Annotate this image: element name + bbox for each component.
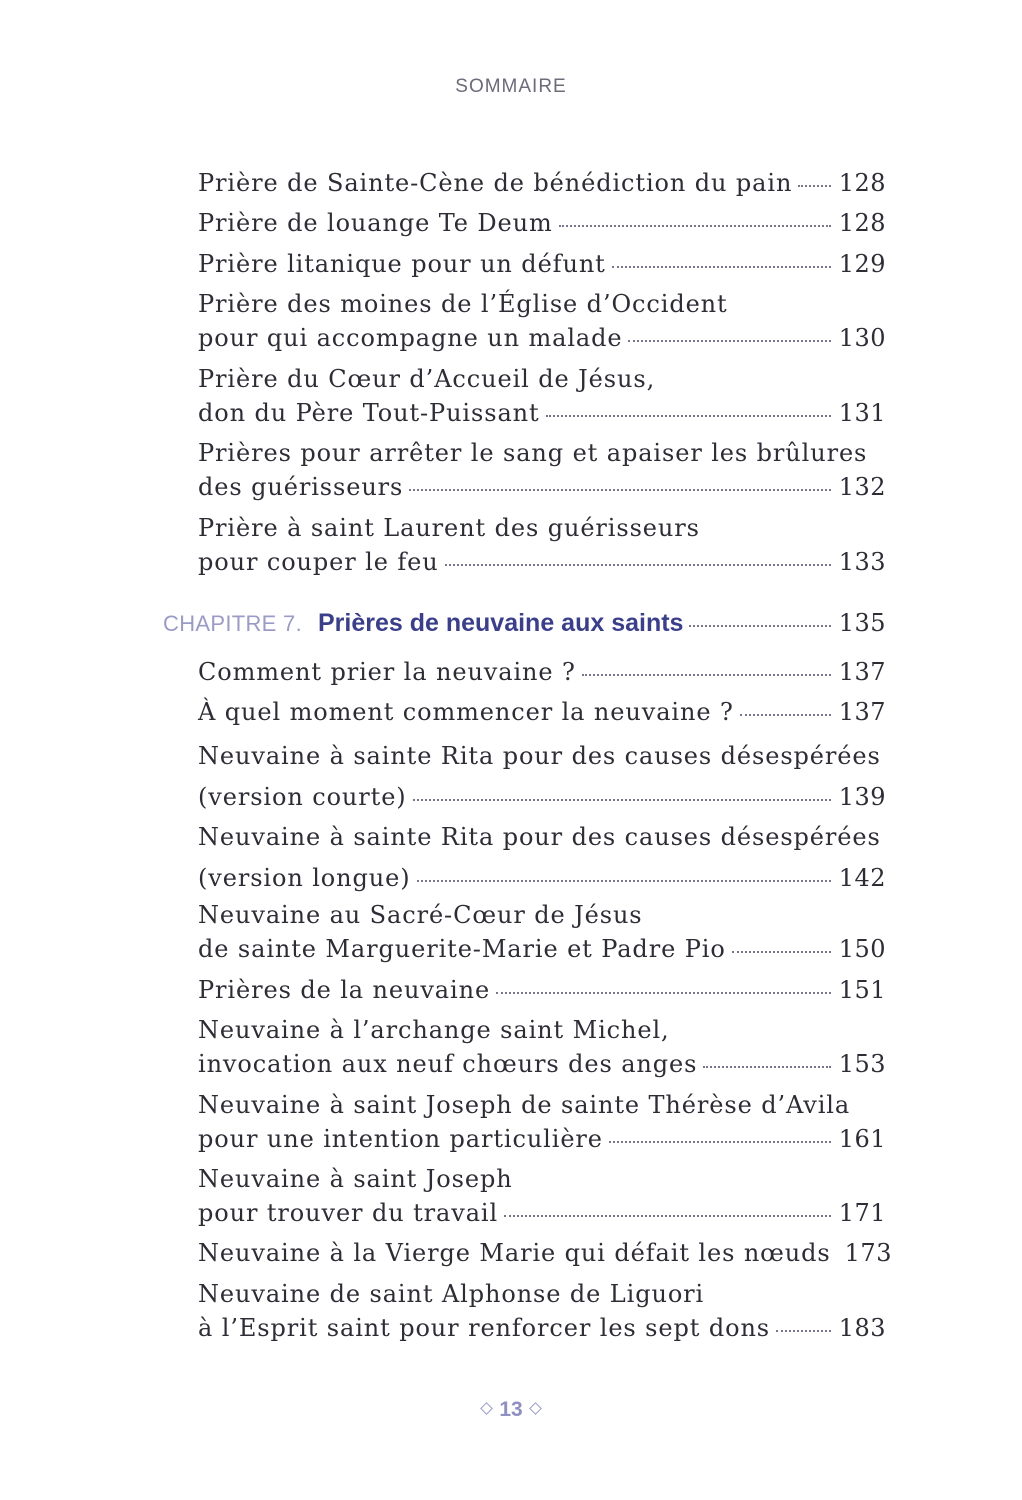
toc-entry[interactable] [198,206,886,240]
page-number: 137 [838,698,886,726]
dot-leader [546,415,831,417]
dot-leader [798,185,830,187]
page-number: 128 [838,209,886,237]
dot-leader [732,951,831,953]
toc-entry[interactable] [198,287,886,355]
toc-entry[interactable] [198,1236,892,1270]
entry-title: Prière de louange Te Deum [198,209,553,237]
dot-leader [582,674,831,676]
entry-title: Prière litanique pour un défunt [198,250,606,278]
entry-title-line: Neuvaine au Sacré-Cœur de Jésus [198,901,643,929]
dot-leader [612,266,831,268]
toc-entry[interactable] [198,1013,886,1081]
entry-title-line: Prière du Cœur d’Accueil de Jésus, [198,365,656,393]
entry-title-line: Prière des moines de l’Église d’Occident [198,290,728,318]
dot-leader [409,489,830,491]
dot-leader [496,992,831,994]
toc-entry[interactable] [198,695,886,729]
toc-entry[interactable] [198,655,886,689]
toc-entry[interactable] [198,1277,886,1345]
toc-entry[interactable] [198,973,886,1007]
page-number: 151 [838,976,886,1004]
entry-title-line: Neuvaine à saint Joseph [198,1165,513,1193]
entry-title-line: Prières pour arrêter le sang et apaiser les brûlures [198,439,868,467]
entry-title-line: pour qui accompagne un malade [198,324,623,352]
entry-title-line: pour couper le feu [198,548,439,576]
page-number: 131 [838,399,886,427]
toc-entry[interactable] [198,736,886,818]
dot-leader [559,225,831,227]
diamond-ornament-icon [529,1402,542,1415]
dot-leader [703,1066,830,1068]
toc-entry[interactable] [198,511,886,579]
page-number: 132 [838,473,886,501]
entry-title: À quel moment commencer la neuvaine ? [198,698,734,726]
entry-title-line: à l’Esprit saint pour renforcer les sept dons [198,1314,771,1342]
chapter-label: CHAPITRE 7. [163,611,302,636]
page-number: 133 [838,548,886,576]
page-number: 161 [838,1125,886,1153]
entry-title-line: don du Père Tout-Puissant [198,399,540,427]
entry-title-line: (version courte) [198,783,407,811]
entry-title-line: (version longue) [198,864,411,892]
entry-title-line: Neuvaine à saint Joseph de sainte Thérèse d’Avila [198,1091,851,1119]
toc-entry[interactable] [198,436,886,504]
page-number: 129 [838,250,886,278]
page-number: 135 [838,609,886,637]
entry-title: Prières de la neuvaine [198,976,491,1004]
entry-title-line: Neuvaine à l’archange saint Michel, [198,1016,670,1044]
entry-title-line: Neuvaine à sainte Rita pour des causes désespérées [198,742,881,770]
page-number: 139 [838,783,886,811]
dot-leader [628,340,830,342]
page-number: 142 [838,864,886,892]
page-number: 171 [838,1199,886,1227]
page-number: 128 [838,169,886,197]
page-number: 150 [838,935,886,963]
page-number: 130 [838,324,886,352]
page-number: 173 [844,1239,892,1267]
toc-entry[interactable] [198,362,886,430]
entry-title-line: des guérisseurs [198,473,404,501]
dot-leader [609,1141,831,1143]
entry-title-line: Neuvaine à sainte Rita pour des causes désespérées [198,823,881,851]
dot-leader [776,1330,831,1332]
toc-entry[interactable] [198,898,886,966]
toc-entry[interactable] [198,1162,886,1230]
entry-title: Neuvaine à la Vierge Marie qui défait les nœuds [198,1239,831,1267]
dot-leader [740,714,831,716]
dot-leader [504,1215,831,1217]
page-number: 183 [838,1314,886,1342]
entry-title-line: pour trouver du travail [198,1199,499,1227]
entry-title-line: Neuvaine de saint Alphonse de Liguori [198,1280,705,1308]
entry-title-line: Prière à saint Laurent des guérisseurs [198,514,700,542]
toc-entry[interactable] [198,247,886,281]
dot-leader [689,625,830,627]
folio-page-number: 13 [499,1398,523,1421]
page-number: 153 [838,1050,886,1078]
running-header: SOMMAIRE [455,76,567,97]
entry-title-line: pour une intention particulière [198,1125,603,1153]
toc-entry[interactable] [198,166,886,200]
dot-leader [417,880,831,882]
page-number: 137 [838,658,886,686]
diamond-ornament-icon [480,1402,493,1415]
toc-entry[interactable] [198,1088,886,1156]
dot-leader [445,564,831,566]
chapter-title: Prières de neuvaine aux saints [318,609,684,637]
page-folio [0,1398,1022,1422]
chapter-heading[interactable] [163,606,886,641]
entry-title-line: invocation aux neuf chœurs des anges [198,1050,698,1078]
toc-entry[interactable] [198,817,886,899]
entry-title: Prière de Sainte-Cène de bénédiction du pain [198,169,793,197]
entry-title-line: de sainte Marguerite-Marie et Padre Pio [198,935,726,963]
entry-title: Comment prier la neuvaine ? [198,658,576,686]
dot-leader [413,799,831,801]
